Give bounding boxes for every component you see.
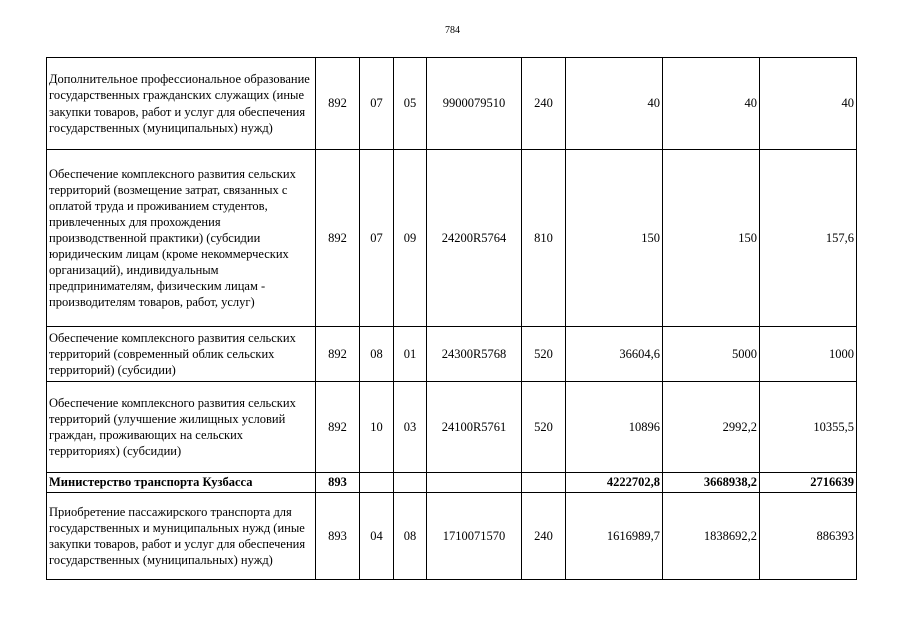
amount-year-2: 40 — [663, 58, 760, 150]
target-article-code: 1710071570 — [427, 493, 522, 580]
amount-year-2: 1838692,2 — [663, 493, 760, 580]
amount-year-2: 150 — [663, 150, 760, 327]
row-description: Дополнительное профессиональное образование государственных гражданских служащих (иные закупки товаров, работ и услуг для обеспечения государственных (муниципальных) нужд) — [47, 58, 316, 150]
ministry-code: 892 — [316, 327, 360, 382]
subsection-code: 08 — [394, 493, 427, 580]
row-description: Обеспечение комплексного развития сельских территорий (современный облик сельских территорий) (субсидии) — [47, 327, 316, 382]
subsection-code: 05 — [394, 58, 427, 150]
amount-year-3: 2716639 — [760, 473, 857, 493]
target-article-code — [427, 473, 522, 493]
row-description: Обеспечение комплексного развития сельских территорий (возмещение затрат, связанных с оплатой труда и проживанием студентов, привлеченных для прохождения производственной практики) (субсидии юридическим лицам (кроме некоммерческих организаций), индивидуальным предпринимателям, физическим лицам - производителям товаров, работ, услуг) — [47, 150, 316, 327]
amount-year-2: 2992,2 — [663, 382, 760, 473]
section-code: 04 — [360, 493, 394, 580]
expense-type-code: 240 — [522, 58, 566, 150]
amount-year-3: 1000 — [760, 327, 857, 382]
expense-type-code — [522, 473, 566, 493]
page-number: 784 — [445, 25, 460, 36]
amount-year-3: 10355,5 — [760, 382, 857, 473]
ministry-code: 892 — [316, 150, 360, 327]
subsection-code: 09 — [394, 150, 427, 327]
target-article-code: 24100R5761 — [427, 382, 522, 473]
table-row — [47, 150, 857, 327]
amount-year-1: 40 — [566, 58, 663, 150]
target-article-code: 9900079510 — [427, 58, 522, 150]
amount-year-2: 3668938,2 — [663, 473, 760, 493]
table-row — [47, 327, 857, 382]
amount-year-3: 40 — [760, 58, 857, 150]
row-description: Министерство транспорта Кузбасса — [47, 473, 316, 493]
section-code: 07 — [360, 58, 394, 150]
amount-year-2: 5000 — [663, 327, 760, 382]
amount-year-3: 886393 — [760, 493, 857, 580]
table-row — [47, 382, 857, 473]
ministry-code: 893 — [316, 473, 360, 493]
table-row — [47, 58, 857, 150]
section-code: 10 — [360, 382, 394, 473]
section-code: 07 — [360, 150, 394, 327]
expense-type-code: 240 — [522, 493, 566, 580]
subsection-code — [394, 473, 427, 493]
amount-year-1: 1616989,7 — [566, 493, 663, 580]
row-description: Обеспечение комплексного развития сельских территорий (улучшение жилищных условий граждан, проживающих на сельских территориях) (субсидии) — [47, 382, 316, 473]
subsection-code: 03 — [394, 382, 427, 473]
table-row — [47, 493, 857, 580]
expense-type-code: 520 — [522, 382, 566, 473]
target-article-code: 24200R5764 — [427, 150, 522, 327]
target-article-code: 24300R5768 — [427, 327, 522, 382]
section-code — [360, 473, 394, 493]
subsection-code: 01 — [394, 327, 427, 382]
expense-type-code: 520 — [522, 327, 566, 382]
table-row — [47, 473, 857, 493]
amount-year-1: 36604,6 — [566, 327, 663, 382]
amount-year-1: 150 — [566, 150, 663, 327]
budget-table — [46, 57, 857, 580]
amount-year-1: 4222702,8 — [566, 473, 663, 493]
table-body — [47, 58, 857, 580]
amount-year-1: 10896 — [566, 382, 663, 473]
section-code: 08 — [360, 327, 394, 382]
expense-type-code: 810 — [522, 150, 566, 327]
ministry-code: 893 — [316, 493, 360, 580]
ministry-code: 892 — [316, 58, 360, 150]
ministry-code: 892 — [316, 382, 360, 473]
amount-year-3: 157,6 — [760, 150, 857, 327]
row-description: Приобретение пассажирского транспорта для государственных и муниципальных нужд (иные закупки товаров, работ и услуг для обеспечения государственных (муниципальных) нужд) — [47, 493, 316, 580]
